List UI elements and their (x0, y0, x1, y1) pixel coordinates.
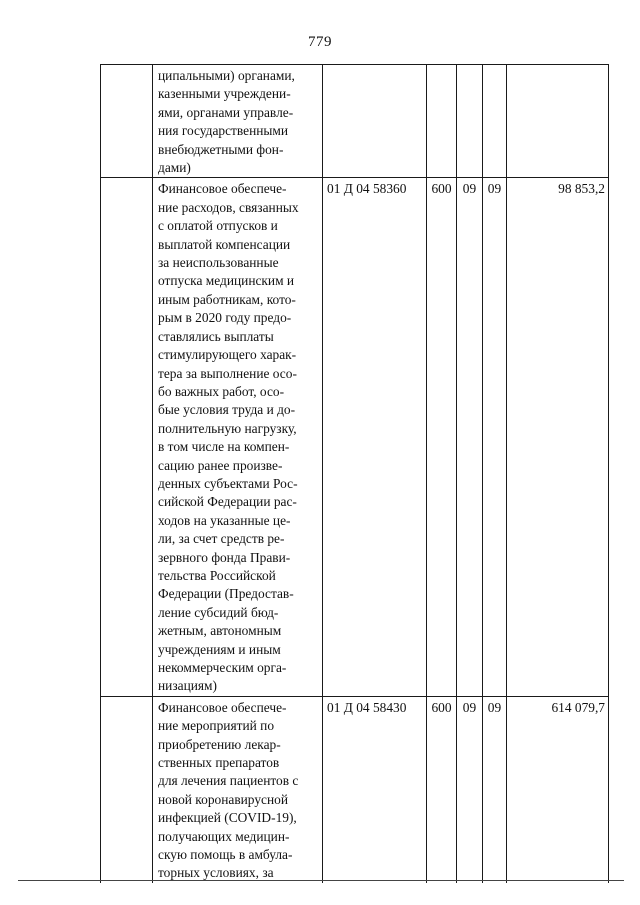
page-bottom-rule (18, 880, 624, 881)
item-name-cell (153, 696, 323, 883)
item-name-line: сийской Федерации рас- (158, 494, 297, 510)
item-name-line: внебюджетными фон- (158, 141, 284, 157)
item-name-line: стимулирующего харак- (158, 347, 297, 363)
section-cell: 09 (457, 696, 483, 883)
item-name-line: ли, за счет средств ре- (158, 531, 285, 547)
item-name-line: ния государственными (158, 123, 289, 139)
target-code-cell (323, 65, 427, 178)
item-name-line: получающих медицин- (158, 828, 290, 844)
item-name-line: дами) (158, 160, 191, 176)
item-name-line: выплатой компенсации (158, 236, 291, 252)
item-name-line: новой коронавирусной (158, 791, 288, 807)
item-name-cell (153, 178, 323, 696)
section-cell (457, 65, 483, 178)
target-code-cell: 01 Д 04 58430 (323, 696, 427, 883)
item-name-line: ние мероприятий по (158, 718, 275, 734)
item-name-line: ставлялись выплаты (158, 328, 274, 344)
item-name-line: тельства Российской (158, 567, 276, 583)
budget-table (100, 64, 609, 883)
subsection-cell (483, 65, 507, 178)
amount-cell: 614 079,7 (507, 696, 609, 883)
item-name-line: полнительную нагрузку, (158, 420, 297, 436)
item-name-line: ственных препаратов (158, 755, 280, 771)
item-name-line: учреждениям и иным (158, 641, 281, 657)
item-name-line: тера за выполнение осо- (158, 365, 297, 381)
subsection-cell: 09 (483, 178, 507, 696)
item-name-line: бо важных работ, осо- (158, 383, 285, 399)
target-code-cell: 01 Д 04 58360 (323, 178, 427, 696)
item-name-line: в том числе на компен- (158, 439, 290, 455)
item-name-line: Финансовое обеспече- (158, 181, 287, 197)
table-row (101, 696, 609, 883)
item-name-line: иным работникам, кото- (158, 291, 296, 307)
item-name-line: отпуска медицинским и (158, 273, 295, 289)
item-name-line: торных условиях, за (158, 865, 274, 881)
item-name-line: некоммерческим орга- (158, 660, 287, 675)
empty-cell (101, 178, 153, 696)
item-name-line: Финансовое обеспече- (158, 699, 287, 715)
page-number: 779 (308, 34, 332, 50)
item-name-line: сацию ранее произве- (158, 457, 283, 473)
item-name-line: с оплатой отпусков и (158, 218, 278, 234)
item-name-line: бые условия труда и до- (158, 402, 296, 418)
expense-type-cell (427, 65, 457, 178)
item-name-line: зервного фонда Прави- (158, 549, 291, 565)
item-name-line: ление субсидий бюд- (158, 604, 279, 620)
amount-cell (507, 65, 609, 178)
empty-cell (101, 65, 153, 178)
item-name-line: приобретению лекар- (158, 736, 281, 752)
item-name-line: ние расходов, связанных (158, 199, 299, 215)
item-name-line: ципальными) органами, (158, 68, 295, 83)
item-name-line: для лечения пациентов с (158, 773, 299, 789)
expense-type-cell: 600 (427, 178, 457, 696)
item-name-line: ями, органами управле- (158, 104, 294, 120)
expense-type-cell: 600 (427, 696, 457, 883)
subsection-cell: 09 (483, 696, 507, 883)
amount-cell: 98 853,2 (507, 178, 609, 696)
item-name-line: рым в 2020 году предо- (158, 310, 292, 326)
item-name-line: Федерации (Предостав- (158, 586, 294, 602)
item-name-line: жетным, автономным (158, 623, 282, 639)
empty-cell (101, 696, 153, 883)
item-name-line: низациям) (158, 678, 217, 694)
item-name-line: казенными учреждени- (158, 86, 291, 102)
item-name-line: ходов на указанные це- (158, 512, 291, 528)
item-name-line: скую помощь в амбула- (158, 847, 293, 863)
section-cell: 09 (457, 178, 483, 696)
item-name-cell (153, 65, 323, 178)
table-row (101, 178, 609, 696)
table-row (101, 65, 609, 178)
item-name-line: инфекцией (COVID-19), (158, 810, 297, 826)
item-name-line: за неиспользованные (158, 255, 279, 271)
item-name-line: денных субъектами Рос- (158, 475, 298, 491)
